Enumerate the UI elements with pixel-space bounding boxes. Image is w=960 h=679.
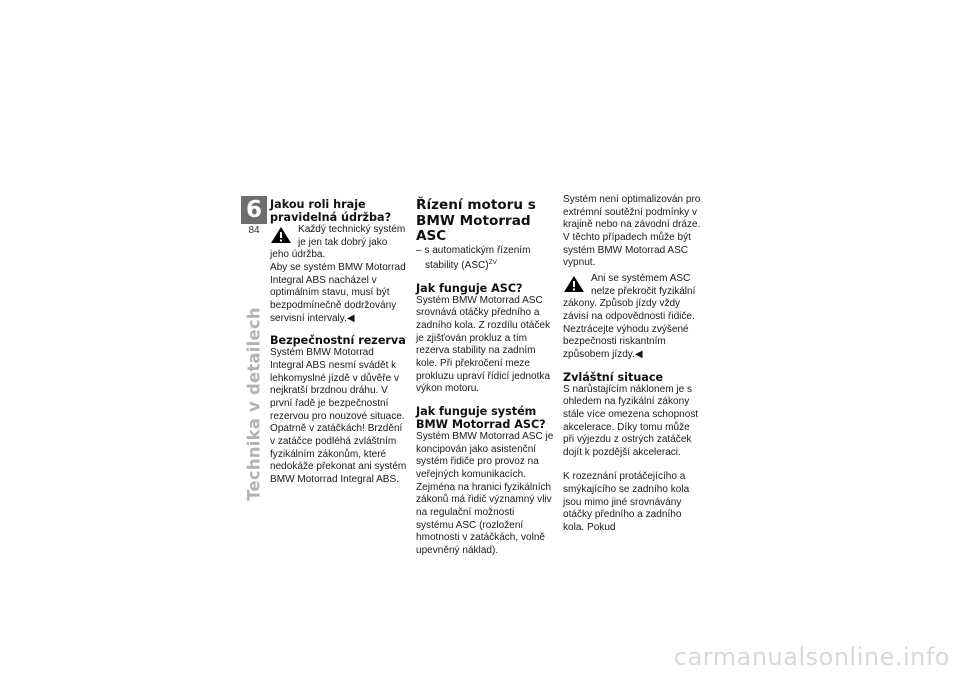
warning-triangle-icon — [563, 275, 585, 293]
end-mark-icon: ◀ — [634, 348, 643, 360]
paragraph: Aby se systém BMW Motorrad Integral ABS nacházel v optimálním stavu, musí být bezpodmínečně dodržovány servisní intervaly. — [270, 261, 406, 324]
paragraph: S narůstajícím náklonem je s ohledem na fyzikální zákony stále více omezena schopnost akcelerace. Díky tomu může při výjezdu z ostrých zatáček dojít k pozdější akceleraci. — [563, 383, 699, 458]
heading-safety-reserve: Bezpečnostní rezerva — [270, 334, 406, 348]
heading-how-asc-works: Jak funguje ASC? — [416, 281, 523, 295]
heading-special-situations: Zvláštní situace — [563, 370, 664, 384]
warning-triangle-icon — [270, 226, 292, 244]
list-item — [416, 245, 554, 273]
warning-note — [563, 273, 701, 324]
paragraph: Systém BMW Motorrad ASC je koncipován jako asistenční systém řidiče pro provoz na veřejných komunikacích. Zejména na hranici fyzikálních zákonů má řidič významný vliv na regulační možnosti systému ASC (rozložení hmotnosti v zatáčkách, volně upevněný náklad). — [416, 431, 554, 556]
list-item-text: – s automatickým řízením stability (ASC) — [416, 244, 531, 272]
warning-text: Každý technický systém je jen tak dobrý jako jeho údržba. — [270, 224, 406, 261]
paragraph: Opatrně v zatáčkách! Brzdění v zatáčce podléhá zvláštním fyzikálním zákonům, které nedokáže překonat ani systém BMW Motorrad Integral ABS. — [270, 423, 407, 485]
chapter-sidebar — [241, 196, 267, 236]
watermark: carmanualsonline.info — [673, 643, 950, 671]
heading-maintenance: Jakou roli hraje pravidelná údržba? — [270, 198, 392, 224]
heading-how-asc-system-works: Jak funguje systém BMW Motorrad ASC? — [416, 405, 546, 432]
warning-text: Ani se systémem ASC nelze překročit fyzikální zákony. Způsob jízdy vždy závisí na odpovědnosti řidiče. — [563, 272, 696, 322]
column-1 — [270, 198, 408, 486]
paragraph: Systém BMW Motorrad ASC srovnává otáčky předního a zadního kola. Z rozdílu otáček je zjišťován prokluz a tím rezerva stability na zadním kole. Při překročení meze prokluzu upraví řídicí jednotka výkon motoru. — [416, 294, 551, 395]
column-3 — [563, 194, 701, 535]
heading-engine-control: Řízení motoru s BMW Motorrad ASC — [416, 197, 536, 244]
chapter-number: 6 — [241, 196, 267, 224]
paragraph: K rozeznání protáčejícího a smýkajícího se zadního kola jsou mimo jiné srovnávány otáčky předního a zadního kola. Pokud — [563, 471, 690, 534]
warning-note — [270, 224, 408, 262]
chapter-title: Technika v detailech — [244, 307, 264, 501]
paragraph: Systém BMW Motorrad Integral ABS nesmí svádět k lehkomyslné jízdě v důvěře v nejkratší brzdnou dráhu. V první řadě je bezpečnostní rezervou pro nouzové situace. — [270, 347, 405, 422]
column-2 — [416, 198, 554, 558]
end-mark-icon: ◀ — [346, 312, 355, 324]
optional-equipment-mark: ZV — [488, 259, 497, 267]
paragraph: Systém není optimalizován pro extrémní soutěžní podmínky v krajině nebo na závodní dráze. V těchto případech může být systém BMW Motorrad ASC vypnut. — [563, 194, 701, 269]
page-number: 84 — [248, 225, 260, 236]
paragraph: Neztrácejte výhodu zvýšené bezpečnosti riskantním způsobem jízdy. — [563, 323, 689, 360]
